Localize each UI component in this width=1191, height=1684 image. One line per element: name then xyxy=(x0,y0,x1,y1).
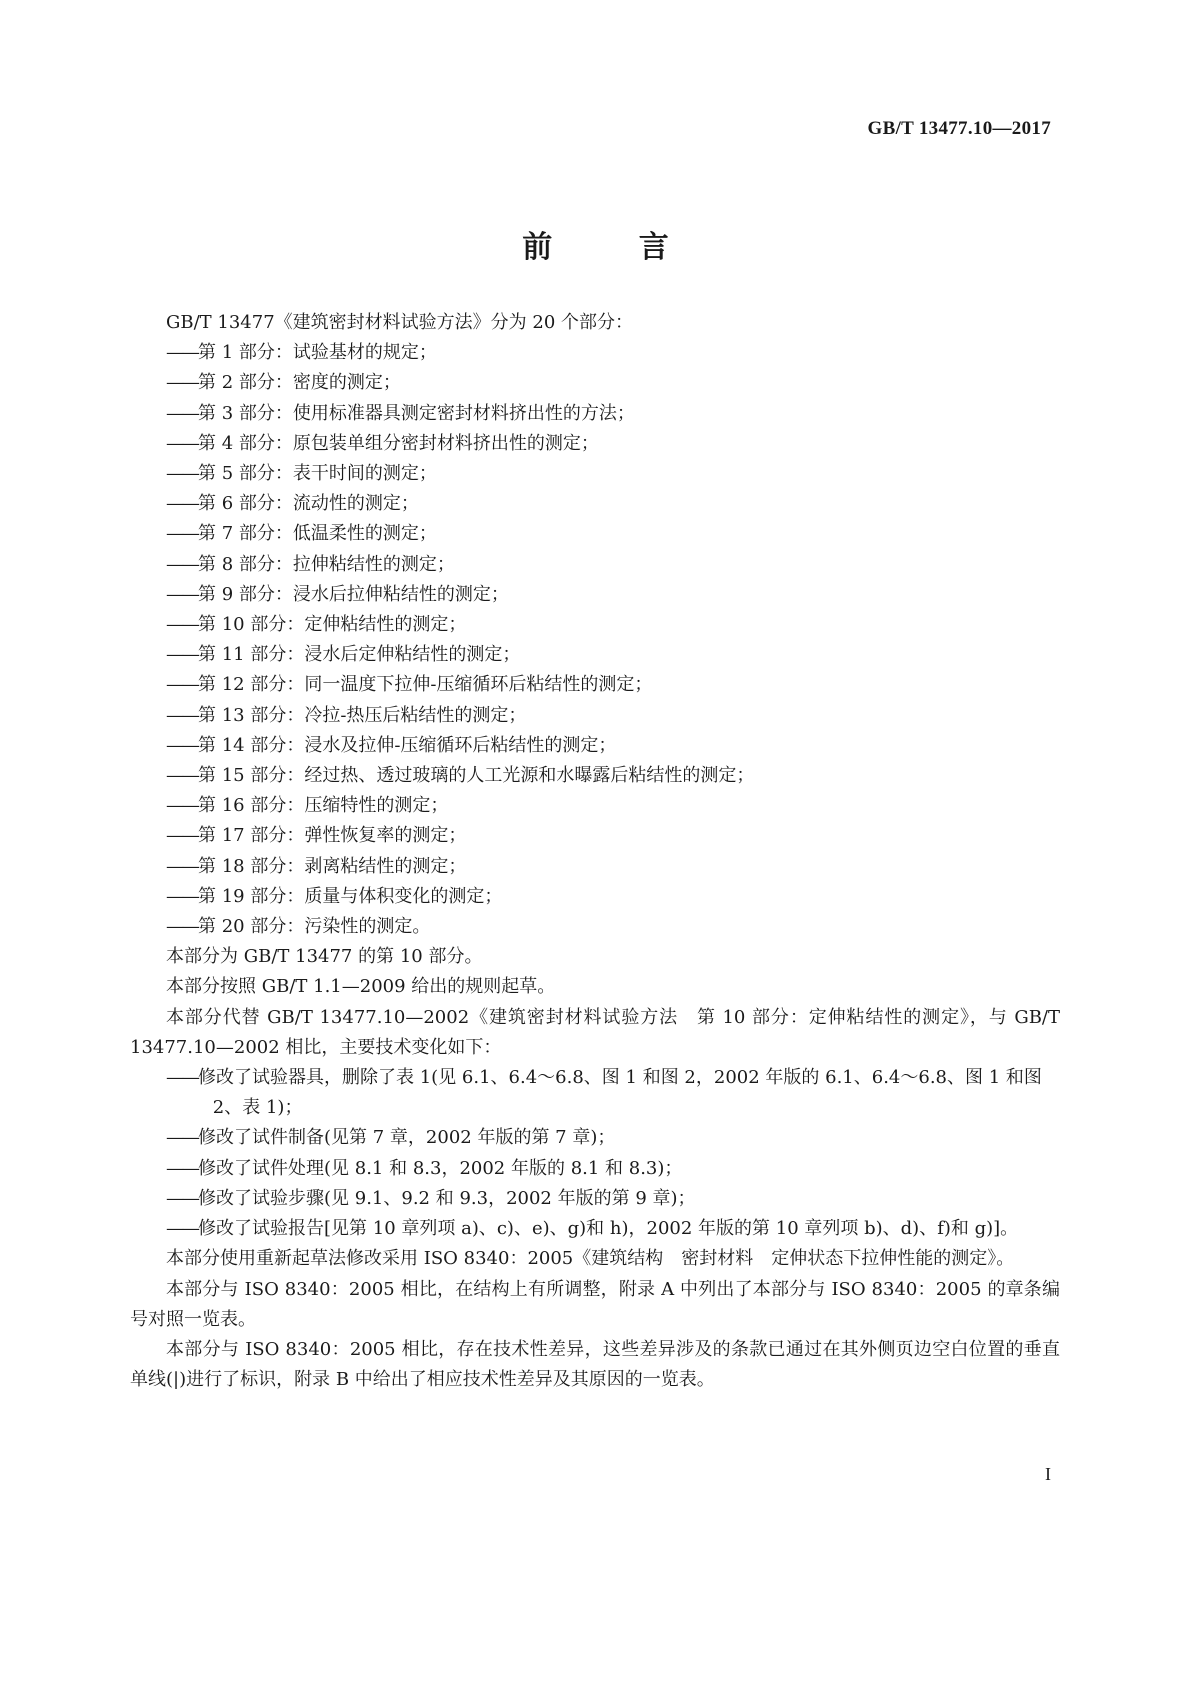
part-item xyxy=(130,670,1060,700)
list-dash: —— xyxy=(166,1157,198,1179)
list-dash: —— xyxy=(166,493,198,515)
page-title: 前 言 xyxy=(522,230,707,265)
part-item xyxy=(130,731,1060,761)
change-item-text: 修改了试验步骤(见 9.1、9.2 和 9.3，2002 年版的第 9 章)； xyxy=(198,1187,696,1209)
list-dash: —— xyxy=(166,614,198,636)
change-item xyxy=(130,1154,1060,1184)
change-item-text: 修改了试验报告[见第 10 章列项 a)、c)、e)、g)和 h)，2002 年版的第 10 章列项 b)、d)、f)和 g)]。 xyxy=(198,1218,1019,1240)
part-item-text: 第 17 部分：弹性恢复率的测定； xyxy=(198,825,467,847)
part-item xyxy=(130,610,1060,640)
list-dash: —— xyxy=(166,704,198,726)
part-item xyxy=(130,912,1060,942)
list-dash: —— xyxy=(166,583,198,605)
part-item xyxy=(130,399,1060,429)
part-item-text: 第 16 部分：压缩特性的测定； xyxy=(198,795,449,817)
list-dash: —— xyxy=(166,402,198,424)
part-item-text: 第 8 部分：拉伸粘结性的测定； xyxy=(198,553,455,575)
list-dash: —— xyxy=(166,825,198,847)
list-dash: —— xyxy=(166,795,198,817)
part-item xyxy=(130,852,1060,882)
page-number: I xyxy=(1045,1464,1051,1484)
technical-differences-paragraph: 本部分与 ISO 8340：2005 相比，存在技术性差异，这些差异涉及的条款已通过在其外侧页边空白位置的垂直单线(|)进行了标识，附录 B 中给出了相应技术性差异及其原因的一览表。 xyxy=(130,1338,1060,1391)
list-dash: —— xyxy=(166,432,198,454)
standard-number: GB/T 13477.10—2017 xyxy=(867,118,1051,139)
part-item-text: 第 9 部分：浸水后拉伸粘结性的测定； xyxy=(198,583,509,605)
list-dash: —— xyxy=(166,644,198,666)
part-item xyxy=(130,640,1060,670)
list-dash: —— xyxy=(166,916,198,938)
part-item-text: 第 5 部分：表干时间的测定； xyxy=(198,463,437,485)
list-dash: —— xyxy=(166,1218,198,1240)
list-dash: —— xyxy=(166,553,198,575)
part-item-text: 第 12 部分：同一温度下拉伸-压缩循环后粘结性的测定； xyxy=(198,674,653,696)
list-dash: —— xyxy=(166,1187,198,1209)
part-item-text: 第 13 部分：冷拉-热压后粘结性的测定； xyxy=(198,704,527,726)
list-dash: —— xyxy=(166,523,198,545)
list-dash: —— xyxy=(166,765,198,787)
part-item xyxy=(130,550,1060,580)
list-dash: —— xyxy=(166,372,198,394)
part-item-text: 第 10 部分：定伸粘结性的测定； xyxy=(198,614,467,636)
change-item xyxy=(130,1184,1060,1214)
part-item-text: 第 15 部分：经过热、透过玻璃的人工光源和水曝露后粘结性的测定； xyxy=(198,765,755,787)
list-dash: —— xyxy=(166,734,198,756)
part-item-text: 第 18 部分：剥离粘结性的测定； xyxy=(198,855,467,877)
part-item-text: 第 3 部分：使用标准器具测定密封材料挤出性的方法； xyxy=(198,402,635,424)
list-dash: —— xyxy=(166,342,198,364)
change-item xyxy=(130,1063,1060,1123)
part-item-text: 第 2 部分：密度的测定； xyxy=(198,372,401,394)
part-item xyxy=(130,519,1060,549)
part-item xyxy=(130,821,1060,851)
part-item xyxy=(130,459,1060,489)
change-item-text: 修改了试件处理(见 8.1 和 8.3，2002 年版的 8.1 和 8.3)； xyxy=(198,1157,683,1179)
part-item xyxy=(130,701,1060,731)
list-dash: —— xyxy=(166,674,198,696)
adopts-paragraph: 本部分使用重新起草法修改采用 ISO 8340：2005《建筑结构 密封材料 定伸状态下拉伸性能的测定》。 xyxy=(166,1248,1015,1270)
changes-list xyxy=(130,1063,1060,1244)
part-item-text: 第 11 部分：浸水后定伸粘结性的测定； xyxy=(198,644,521,666)
replaces-paragraph: 本部分代替 GB/T 13477.10—2002《建筑密封材料试验方法 第 10 部分：定伸粘结性的测定》，与 GB/T 13477.10—2002 相比，主要技术变化如下： xyxy=(130,1006,1060,1058)
change-item-text: 修改了试验器具，删除了表 1(见 6.1、6.4～6.8、图 1 和图 2，2002 年版的 6.1、6.4～6.8、图 1 和图 2、表 1)； xyxy=(198,1067,1042,1119)
preface-body xyxy=(130,308,1060,1395)
part-item-text: 第 4 部分：原包装单组分密封材料挤出性的测定； xyxy=(198,432,599,454)
part-item-text: 第 7 部分：低温柔性的测定； xyxy=(198,523,437,545)
part-item-text: 第 6 部分：流动性的测定； xyxy=(198,493,419,515)
part-item xyxy=(130,791,1060,821)
part-item xyxy=(130,761,1060,791)
intro-paragraph: GB/T 13477《建筑密封材料试验方法》分为 20 个部分： xyxy=(166,312,634,333)
part-item xyxy=(130,580,1060,610)
part-item xyxy=(130,489,1060,519)
part-item xyxy=(130,429,1060,459)
change-item xyxy=(130,1214,1060,1244)
list-dash: —— xyxy=(166,1127,198,1149)
list-dash: —— xyxy=(166,855,198,877)
list-dash: —— xyxy=(166,885,198,907)
part-item-text: 第 1 部分：试验基材的规定； xyxy=(198,342,437,364)
part-item-text: 第 19 部分：质量与体积变化的测定； xyxy=(198,885,503,907)
part-item-text: 第 20 部分：污染性的测定。 xyxy=(198,916,431,938)
part-item xyxy=(130,882,1060,912)
change-item-text: 修改了试件制备(见第 7 章，2002 年版的第 7 章)； xyxy=(198,1127,616,1149)
list-dash: —— xyxy=(166,1067,198,1089)
structure-paragraph: 本部分与 ISO 8340：2005 相比，在结构上有所调整，附录 A 中列出了本部分与 ISO 8340：2005 的章条编号对照一览表。 xyxy=(130,1278,1060,1330)
change-item xyxy=(130,1123,1060,1153)
parts-list xyxy=(130,338,1060,942)
drafting-paragraph: 本部分按照 GB/T 1.1—2009 给出的规则起草。 xyxy=(166,976,556,998)
part-item-text: 第 14 部分：浸水及拉伸-压缩循环后粘结性的测定； xyxy=(198,734,617,756)
part-item xyxy=(130,368,1060,398)
this-part-paragraph: 本部分为 GB/T 13477 的第 10 部分。 xyxy=(166,946,483,968)
list-dash: —— xyxy=(166,463,198,485)
part-item xyxy=(130,338,1060,368)
